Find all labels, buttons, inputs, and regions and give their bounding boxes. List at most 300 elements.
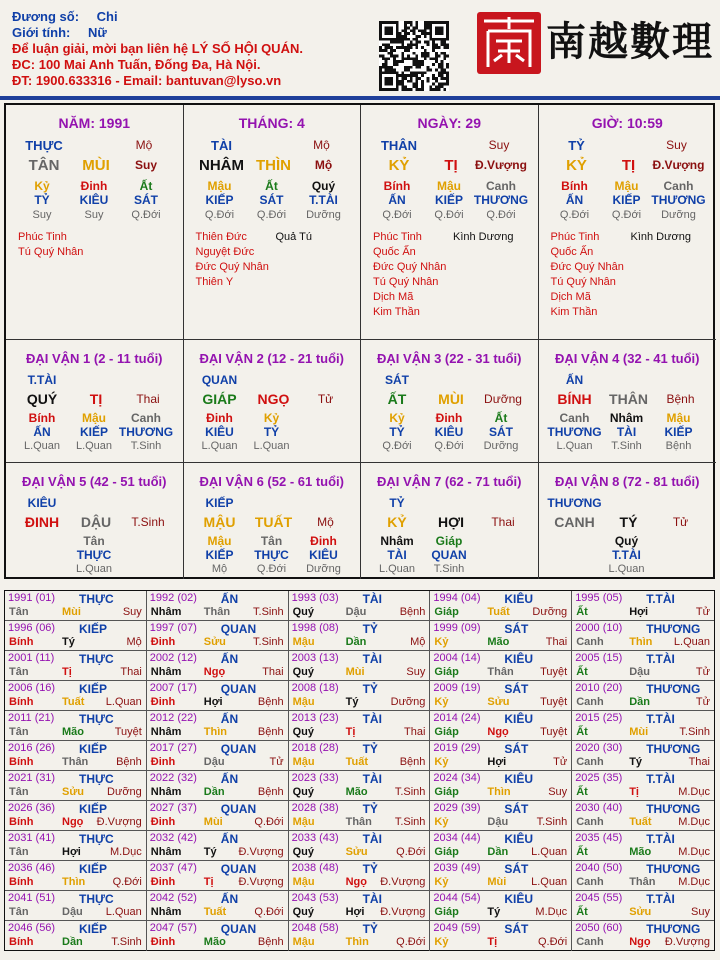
- year-chi: Tị: [62, 666, 72, 678]
- year-can: Giáp: [434, 606, 459, 618]
- tang-thap-than: KIÊU: [79, 193, 109, 207]
- dai-van-tang-thap-than: THỰC: [254, 548, 289, 562]
- pillars-grid: [4, 103, 715, 579]
- year-chi: Mùi: [629, 726, 649, 738]
- year-thap-than: THƯƠNG: [646, 742, 701, 756]
- dai-van-chi: TỊ: [89, 391, 103, 407]
- year-thap-than: ẤN: [220, 772, 239, 786]
- dai-van-cell: [539, 340, 717, 463]
- year-thap-than: QUAN: [220, 862, 257, 876]
- pillar-title: NĂM: 1991: [58, 115, 131, 131]
- year-label: 2022 (32): [149, 772, 197, 784]
- tang-can: Quý: [311, 179, 336, 193]
- dai-van-tang-thap-than: T.TÀI: [612, 548, 641, 562]
- year-thap-than: KIẾP: [79, 922, 108, 936]
- year-cell: [5, 681, 147, 711]
- truong-sinh: Suy: [134, 158, 158, 172]
- year-chi: Tuất: [629, 816, 652, 828]
- dai-van-cell: [361, 340, 539, 463]
- year-label: 1999 (09): [433, 622, 481, 634]
- than-sat: Đức Quý Nhân: [550, 261, 624, 273]
- year-can: Quý: [292, 906, 314, 918]
- than-sat: Phúc Tinh: [18, 231, 67, 243]
- dai-van-tang-truong-sinh: Q.Đới: [434, 440, 464, 452]
- year-can: Tân: [9, 846, 29, 858]
- year-can: Canh: [576, 636, 604, 648]
- year-truong-sinh: T.Sinh: [394, 786, 426, 798]
- year-can: Quý: [292, 606, 314, 618]
- year-label: 2003 (13): [291, 652, 339, 664]
- year-thap-than: TỶ: [362, 922, 378, 936]
- tang-thap-than: T.TÀI: [309, 193, 338, 207]
- year-chi: Thân: [487, 666, 514, 678]
- year-thap-than: THỰC: [79, 892, 114, 906]
- year-can: Nhâm: [150, 786, 182, 798]
- dai-van-tang-thap-than: QUAN: [431, 548, 467, 562]
- year-can: Đinh: [150, 816, 176, 828]
- thien-can: NHÂM: [199, 157, 244, 174]
- year-label: 2030 (40): [575, 802, 623, 814]
- year-cell: [572, 591, 714, 621]
- year-thap-than: SÁT: [504, 802, 529, 816]
- year-label: 2031 (41): [8, 832, 56, 844]
- year-label: 1994 (04): [433, 592, 481, 604]
- year-thap-than: ẤN: [220, 652, 239, 666]
- year-cell: [289, 921, 431, 951]
- year-thap-than: THƯƠNG: [646, 802, 701, 816]
- year-truong-sinh: Dưỡng: [107, 786, 142, 798]
- dai-van-tang-can: Canh: [131, 411, 161, 425]
- than-sat: Đức Quý Nhân: [195, 261, 269, 273]
- year-thap-than: THỰC: [79, 832, 114, 846]
- year-truong-sinh: Suy: [691, 906, 710, 918]
- dai-van-tang-can: Tân: [83, 534, 105, 548]
- year-cell: [289, 621, 431, 651]
- dai-van-tang-truong-sinh: L.Quan: [556, 440, 593, 452]
- year-thap-than: KIẾP: [79, 802, 108, 816]
- year-can: Đinh: [150, 636, 176, 648]
- year-label: 1998 (08): [291, 622, 339, 634]
- year-thap-than: ẤN: [220, 592, 239, 606]
- year-thap-than: KIÊU: [504, 592, 534, 606]
- year-thap-than: QUAN: [220, 802, 257, 816]
- year-chi: Hợi: [345, 906, 365, 918]
- year-thap-than: KIÊU: [504, 652, 534, 666]
- pillar-cell: [539, 105, 717, 340]
- year-truong-sinh: Bệnh: [257, 696, 284, 708]
- year-truong-sinh: M.Dục: [678, 786, 710, 798]
- dai-van-title: ĐẠI VẬN 8 (72 - 81 tuổi): [555, 474, 700, 489]
- dai-van-tang-thap-than: KIÊU: [309, 548, 338, 562]
- year-truong-sinh: Tuyệt: [114, 726, 142, 738]
- dai-van-tang-can: Tân: [260, 534, 283, 548]
- year-label: 2040 (50): [575, 862, 623, 874]
- year-cell: [430, 621, 572, 651]
- year-cell: [147, 591, 289, 621]
- year-truong-sinh: Tử: [695, 666, 710, 678]
- year-chi: Dậu: [62, 906, 83, 918]
- year-chi: Sửu: [345, 846, 368, 858]
- year-chi: Tý: [62, 636, 75, 648]
- year-label: 2034 (44): [433, 832, 481, 844]
- dai-van-tang-truong-sinh: L.Quan: [201, 440, 238, 452]
- year-chi: Ngọ: [487, 726, 509, 738]
- year-thap-than: KIÊU: [504, 892, 534, 906]
- dai-van-tang-thap-than: KIẾP: [664, 425, 693, 439]
- dai-van-can: ẤT: [387, 391, 407, 407]
- tang-can: Bính: [383, 179, 411, 193]
- year-can: Ất: [576, 726, 588, 738]
- year-cell: [572, 891, 714, 921]
- dai-van-truong-sinh: Dưỡng: [484, 392, 522, 406]
- year-can: Nhâm: [150, 846, 182, 858]
- year-label: 2046 (56): [8, 922, 56, 934]
- dai-van-tang-thap-than: THƯƠNG: [118, 425, 174, 439]
- year-can: Đinh: [150, 696, 176, 708]
- tang-truong-sinh: Q.Đới: [434, 209, 464, 221]
- year-cell: [289, 771, 431, 801]
- year-thap-than: TÀI: [362, 892, 382, 906]
- dai-van-cell: [539, 463, 717, 579]
- tang-can: Kỷ: [34, 179, 50, 193]
- year-thap-than: TỶ: [362, 742, 378, 756]
- dia-chi: THÌN: [256, 157, 291, 174]
- than-sat: Nguyệt Đức: [195, 246, 255, 258]
- year-cell: [147, 831, 289, 861]
- year-label: 2015 (25): [575, 712, 623, 724]
- year-cell: [430, 801, 572, 831]
- year-truong-sinh: Q.Đới: [254, 816, 284, 828]
- dai-van-can: CANH: [554, 514, 595, 530]
- dai-van-chi: NGỌ: [257, 391, 290, 407]
- tang-thap-than: KIẾP: [205, 193, 234, 207]
- year-can: Kỷ: [434, 816, 449, 828]
- than-sat: Phúc Tinh: [550, 231, 600, 243]
- tang-truong-sinh: Suy: [32, 209, 52, 221]
- year-can: Đinh: [150, 876, 176, 888]
- year-chi: Dậu: [629, 666, 650, 678]
- dai-van-truong-sinh: Bệnh: [666, 392, 695, 406]
- year-cell: [147, 861, 289, 891]
- year-can: Kỷ: [434, 636, 449, 648]
- year-truong-sinh: Q.Đới: [537, 936, 568, 948]
- dai-van-thap-than: KIẾP: [205, 496, 234, 510]
- year-truong-sinh: Đ.Vượng: [380, 906, 426, 918]
- year-truong-sinh: Q.Đới: [396, 846, 426, 858]
- year-can: Đinh: [150, 936, 176, 948]
- year-can: Kỷ: [434, 756, 449, 768]
- truong-sinh-main: Suy: [666, 138, 687, 152]
- year-cell: [430, 651, 572, 681]
- year-thap-than: TỶ: [362, 622, 378, 636]
- year-thap-than: QUAN: [220, 682, 257, 696]
- year-can: Bính: [9, 816, 34, 828]
- truong-sinh: Đ.Vượng: [652, 158, 705, 172]
- year-chi: Dần: [203, 786, 225, 798]
- year-cell: [572, 801, 714, 831]
- dai-van-tang-thap-than: THƯƠNG: [547, 425, 602, 439]
- dai-van-thap-than: THƯƠNG: [547, 496, 602, 510]
- year-chi: Thìn: [345, 936, 369, 948]
- dai-van-tang-truong-sinh: Q.Đới: [256, 563, 287, 575]
- pillar-title: GIỜ: 10:59: [591, 115, 663, 131]
- year-label: 2025 (35): [575, 772, 623, 784]
- year-cell: [572, 741, 714, 771]
- year-chi: Mão: [62, 726, 84, 738]
- year-can: Mậu: [292, 696, 315, 708]
- year-label: 2012 (22): [149, 712, 197, 724]
- year-truong-sinh: Suy: [548, 786, 568, 798]
- year-truong-sinh: L.Quan: [105, 906, 142, 918]
- year-label: 2027 (37): [149, 802, 197, 814]
- dai-van-cell: [361, 463, 539, 579]
- thien-can: TÂN: [28, 157, 60, 174]
- year-cell: [572, 711, 714, 741]
- year-thap-than: T.TÀI: [646, 832, 675, 846]
- year-truong-sinh: Dưỡng: [390, 696, 426, 708]
- year-can: Ất: [576, 906, 588, 918]
- year-thap-than: SÁT: [504, 622, 529, 636]
- year-label: 2007 (17): [149, 682, 197, 694]
- year-label: 2037 (47): [149, 862, 197, 874]
- year-can: Canh: [576, 696, 604, 708]
- tang-can: Mậu: [207, 179, 232, 193]
- year-thap-than: ẤN: [220, 712, 239, 726]
- year-truong-sinh: Q.Đới: [112, 876, 142, 888]
- dai-van-tang-thap-than: TÀI: [387, 548, 407, 562]
- tang-can: Canh: [663, 179, 694, 193]
- year-cell: [289, 681, 431, 711]
- dai-van-tang-truong-sinh: L.Quan: [608, 563, 645, 575]
- tang-truong-sinh: Q.Đới: [611, 209, 642, 221]
- tang-can: Mậu: [437, 179, 461, 193]
- than-sat: Dịch Mã: [373, 291, 414, 303]
- year-label: 1991 (01): [8, 592, 56, 604]
- year-chi: Hợi: [629, 606, 649, 618]
- year-truong-sinh: Bệnh: [399, 756, 426, 768]
- year-thap-than: THỰC: [79, 712, 114, 726]
- than-sat-2: Kình Dương: [630, 231, 691, 243]
- dai-van-tang-thap-than: KIẾP: [79, 425, 109, 439]
- dai-van-tang-thap-than: SÁT: [489, 425, 513, 439]
- year-can: Quý: [292, 786, 314, 798]
- year-label: 2044 (54): [433, 892, 481, 904]
- tang-truong-sinh: Dưỡng: [661, 209, 696, 221]
- year-can: Giáp: [434, 666, 459, 678]
- year-cell: [289, 741, 431, 771]
- year-can: Nhâm: [150, 606, 182, 618]
- qr-code-icon[interactable]: [379, 21, 449, 91]
- thap-than: TỶ: [568, 138, 585, 153]
- pillar-title: THÁNG: 4: [238, 115, 305, 131]
- year-thap-than: THƯƠNG: [646, 862, 701, 876]
- tang-truong-sinh: Dưỡng: [306, 209, 341, 221]
- year-chi: Thân: [62, 756, 89, 768]
- dai-van-tang-truong-sinh: Q.Đới: [382, 440, 412, 452]
- year-chi: Ngọ: [629, 936, 651, 948]
- year-thap-than: KIÊU: [504, 832, 534, 846]
- year-label: 2042 (52): [149, 892, 197, 904]
- year-thap-than: SÁT: [504, 862, 529, 876]
- year-chi: Mùi: [487, 876, 507, 888]
- than-sat: Tú Quý Nhân: [18, 246, 84, 258]
- year-truong-sinh: M.Dục: [110, 846, 142, 858]
- year-label: 2010 (20): [575, 682, 623, 694]
- year-truong-sinh: Đ.Vượng: [238, 846, 284, 858]
- year-truong-sinh: M.Dục: [678, 876, 710, 888]
- year-can: Canh: [576, 756, 604, 768]
- dai-van-truong-sinh: Mộ: [317, 515, 334, 529]
- dai-van-chi: MÙI: [438, 391, 464, 407]
- dai-van-tang-can: Mậu: [207, 534, 232, 548]
- year-label: 2043 (53): [291, 892, 339, 904]
- than-sat: Phúc Tinh: [373, 231, 422, 243]
- header-info: [12, 9, 372, 89]
- year-cell: [5, 861, 147, 891]
- contact-line-3: ĐT: 1900.633316 - Email: bantuvan@lyso.vn: [12, 73, 282, 88]
- brand-title: 南越數理: [546, 18, 714, 65]
- year-can: Tân: [9, 666, 29, 678]
- year-label: 2024 (34): [433, 772, 481, 784]
- year-truong-sinh: Bệnh: [257, 726, 284, 738]
- year-thap-than: THỰC: [79, 592, 114, 606]
- year-thap-than: TỶ: [362, 682, 378, 696]
- year-truong-sinh: L.Quan: [531, 846, 568, 858]
- thap-than: THỰC: [25, 138, 63, 153]
- year-thap-than: THƯƠNG: [646, 682, 701, 696]
- dai-van-tang-truong-sinh: Bệnh: [665, 440, 692, 452]
- year-chi: Mùi: [345, 666, 365, 678]
- year-thap-than: TÀI: [362, 712, 382, 726]
- year-thap-than: T.TÀI: [646, 652, 675, 666]
- year-thap-than: TÀI: [362, 832, 382, 846]
- year-cell: [572, 861, 714, 891]
- year-thap-than: QUAN: [220, 622, 257, 636]
- dai-van-can: BÍNH: [557, 391, 592, 407]
- year-chi: Sửu: [62, 786, 85, 798]
- year-chi: Tuất: [203, 906, 227, 918]
- tang-truong-sinh: Suy: [84, 209, 104, 221]
- dai-van-thap-than: QUAN: [201, 373, 238, 387]
- than-sat-2: Quả Tú: [275, 231, 312, 243]
- truong-sinh: Mộ: [314, 158, 333, 172]
- year-truong-sinh: Tuyệt: [540, 666, 568, 678]
- year-chi: Sửu: [629, 906, 652, 918]
- dai-van-tang-thap-than: TÀI: [616, 425, 637, 439]
- year-truong-sinh: Tử: [695, 696, 710, 708]
- dai-van-tang-thap-than: KIÊU: [434, 425, 464, 439]
- year-can: Tân: [9, 906, 29, 918]
- year-cell: [5, 801, 147, 831]
- year-cell: [147, 801, 289, 831]
- dai-van-tang-truong-sinh: L.Quan: [23, 440, 61, 452]
- dai-van-tang-thap-than: TỶ: [263, 425, 280, 439]
- year-cell: [289, 651, 431, 681]
- tang-thap-than: ẤN: [565, 193, 584, 207]
- year-thap-than: KIẾP: [79, 742, 108, 756]
- year-truong-sinh: Tử: [553, 756, 568, 768]
- dai-van-thap-than: KIÊU: [27, 496, 57, 510]
- year-label: 2036 (46): [8, 862, 56, 874]
- year-truong-sinh: Thai: [688, 756, 710, 768]
- year-cell: [572, 681, 714, 711]
- tang-truong-sinh: Q.Đới: [559, 209, 590, 221]
- year-can: Quý: [292, 666, 314, 678]
- truong-sinh: Đ.Vượng: [475, 158, 527, 172]
- dai-van-tang-truong-sinh: T.Sinh: [433, 563, 465, 575]
- year-label: 2029 (39): [433, 802, 481, 814]
- year-thap-than: T.TÀI: [646, 772, 675, 786]
- year-label: 2048 (58): [291, 922, 339, 934]
- year-truong-sinh: Đ.Vượng: [664, 936, 710, 948]
- year-cell: [430, 591, 572, 621]
- year-can: Ất: [576, 606, 588, 618]
- year-chi: Sửu: [203, 636, 226, 648]
- year-can: Giáp: [434, 846, 459, 858]
- year-cell: [289, 831, 431, 861]
- year-can: Quý: [292, 846, 314, 858]
- than-sat: Đức Quý Nhân: [373, 261, 447, 273]
- year-label: 2023 (33): [291, 772, 339, 784]
- year-truong-sinh: Đ.Vượng: [96, 816, 142, 828]
- dai-van-tang-thap-than: KIẾP: [205, 548, 234, 562]
- dai-van-chi: TUẤT: [254, 514, 293, 530]
- year-chi: Thìn: [62, 876, 86, 888]
- dai-van-cell: [184, 463, 362, 579]
- yearly-grid: [4, 590, 715, 951]
- year-cell: [572, 921, 714, 951]
- year-thap-than: T.TÀI: [646, 892, 675, 906]
- dai-van-tang-truong-sinh: T.Sinh: [611, 440, 642, 452]
- year-thap-than: KIÊU: [504, 772, 534, 786]
- dai-van-chi: HỢI: [438, 514, 464, 530]
- year-label: 2038 (48): [291, 862, 339, 874]
- dai-van-tang-can: Canh: [559, 411, 590, 425]
- contact-line-2: ĐC: 100 Mai Anh Tuấn, Đống Đa, Hà Nội.: [12, 57, 261, 72]
- year-thap-than: SÁT: [504, 682, 529, 696]
- year-thap-than: ẤN: [220, 892, 239, 906]
- than-sat: Quốc Ấn: [373, 246, 416, 258]
- year-label: 1992 (02): [149, 592, 197, 604]
- year-cell: [430, 681, 572, 711]
- year-can: Bính: [9, 936, 34, 948]
- year-chi: Tý: [203, 846, 217, 858]
- year-cell: [147, 741, 289, 771]
- year-truong-sinh: Tuyệt: [540, 726, 568, 738]
- year-can: Canh: [576, 936, 604, 948]
- dai-van-can: MẬU: [203, 514, 236, 530]
- year-thap-than: TÀI: [362, 652, 382, 666]
- tang-thap-than: THƯƠNG: [473, 193, 529, 207]
- year-can: Tân: [9, 606, 29, 618]
- dai-van-thap-than: T.TÀI: [27, 373, 57, 387]
- dai-van-chi: THÂN: [609, 391, 648, 407]
- year-truong-sinh: Thai: [545, 636, 568, 648]
- year-can: Nhâm: [150, 666, 182, 678]
- year-truong-sinh: Thai: [262, 666, 284, 678]
- year-cell: [5, 651, 147, 681]
- dai-van-tang-truong-sinh: T.Sinh: [130, 440, 162, 452]
- year-truong-sinh: L.Quan: [673, 636, 710, 648]
- year-label: 2004 (14): [433, 652, 481, 664]
- year-chi: Dậu: [487, 816, 509, 828]
- year-chi: Thân: [203, 606, 231, 618]
- year-cell: [430, 711, 572, 741]
- tang-thap-than: TỶ: [34, 193, 50, 207]
- year-can: Bính: [9, 756, 34, 768]
- dai-van-chi: TÝ: [619, 514, 638, 530]
- year-truong-sinh: T.Sinh: [253, 606, 284, 618]
